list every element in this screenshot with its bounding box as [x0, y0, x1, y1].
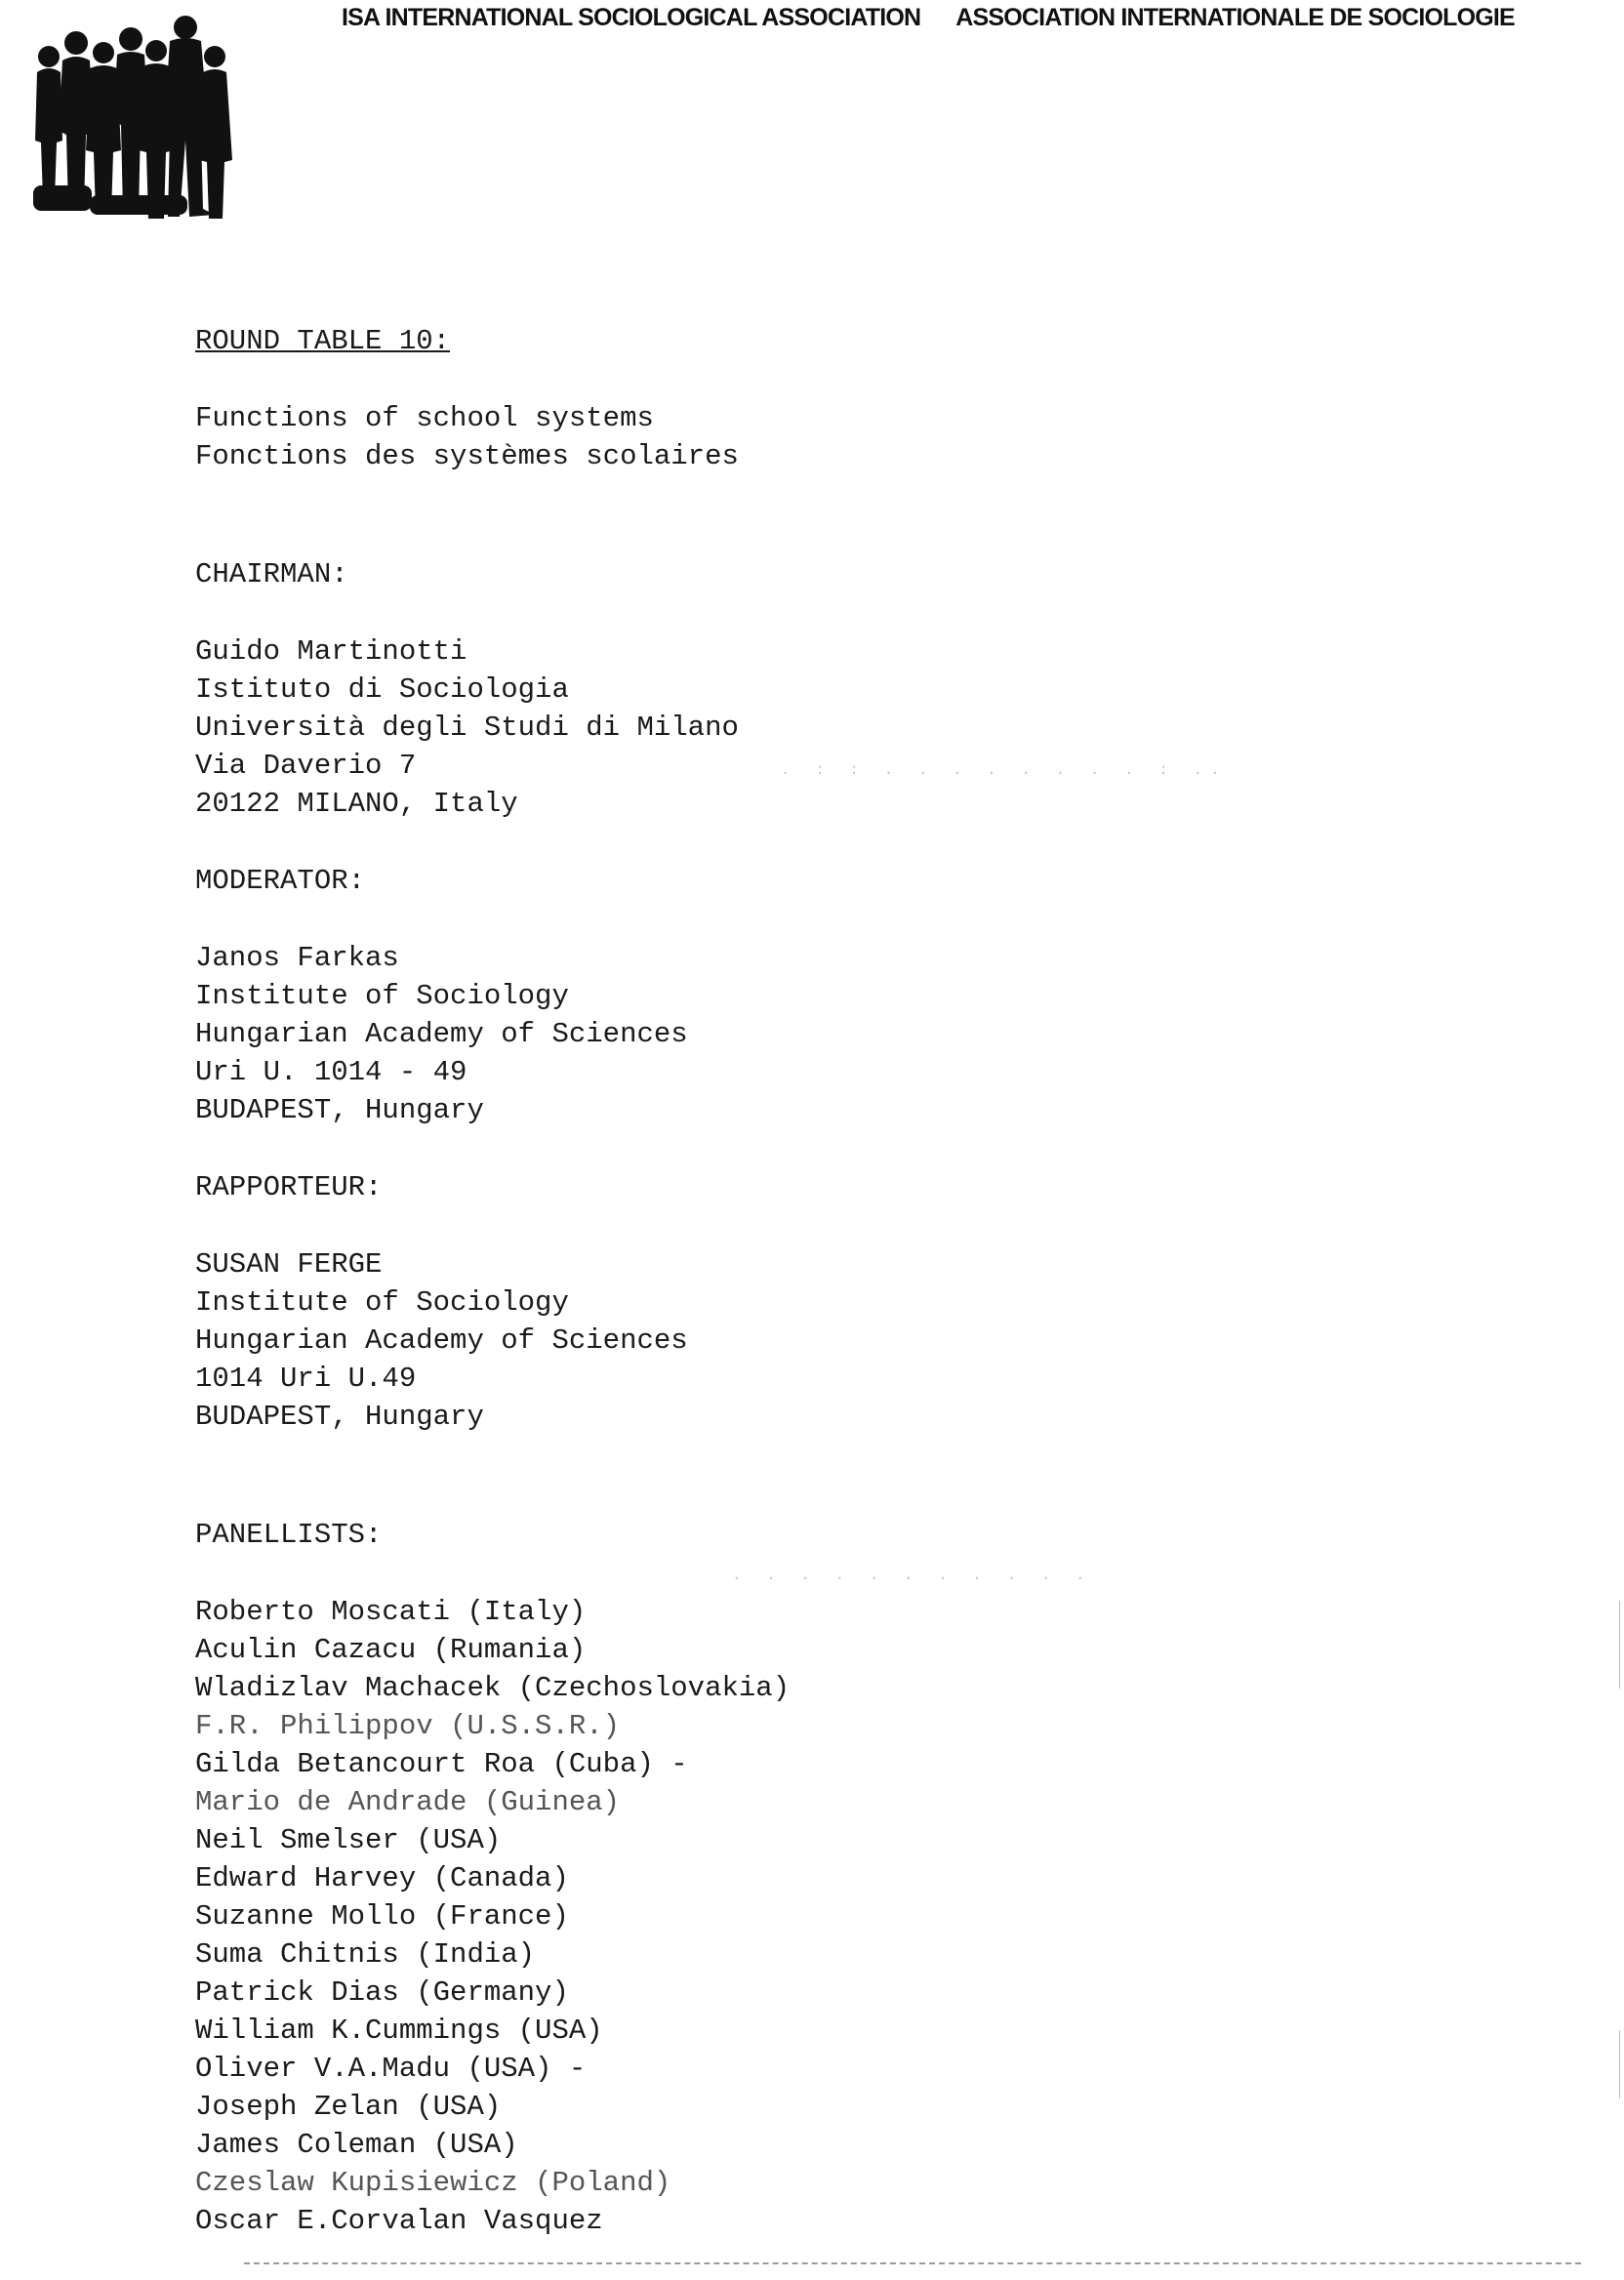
chairman-heading: CHAIRMAN: — [195, 558, 348, 590]
panellist-item: William K.Cummings (USA) — [195, 2015, 603, 2047]
round-table-heading: ROUND TABLE 10: — [195, 325, 451, 357]
panellist-item: Oscar E.Corvalan Vasquez — [195, 2205, 603, 2237]
panellist-item: Czeslaw Kupisiewicz (Poland) — [195, 2167, 671, 2199]
panellist-item: Suzanne Mollo (France) — [195, 1900, 569, 1933]
panellist-item: Suma Chitnis (India) — [195, 1938, 536, 1971]
rapporteur-city: BUDAPEST, Hungary — [195, 1401, 484, 1433]
panellist-item: Oliver V.A.Madu (USA) - — [195, 2053, 587, 2085]
moderator-name: Janos Farkas — [195, 942, 399, 974]
chairman-institute: Istituto di Sociologia — [195, 673, 569, 706]
panellist-item: Gilda Betancourt Roa (Cuba) - — [195, 1748, 688, 1780]
panellist-item: F.R. Philippov (U.S.S.R.) — [195, 1710, 621, 1742]
panellist-item: Joseph Zelan (USA) — [195, 2091, 502, 2123]
chairman-street: Via Daverio 7 — [195, 750, 417, 782]
people-silhouettes-icon — [33, 14, 267, 226]
panellist-item: Patrick Dias (Germany) — [195, 1976, 569, 2009]
moderator-academy: Hungarian Academy of Sciences — [195, 1018, 688, 1050]
rapporteur-street: 1014 Uri U.49 — [195, 1363, 417, 1395]
chairman-university: Università degli Studi di Milano — [195, 712, 739, 744]
moderator-institute: Institute of Sociology — [195, 980, 569, 1012]
chairman-name: Guido Martinotti — [195, 635, 467, 668]
panellist-item: Mario de Andrade (Guinea) — [195, 1786, 621, 1818]
panellist-item: Neil Smelser (USA) — [195, 1824, 502, 1856]
panellist-item: Aculin Cazacu (Rumania) — [195, 1634, 587, 1666]
document-body — [195, 322, 1269, 2240]
letterhead-french: ASSOCIATION INTERNATIONALE DE SOCIOLOGIE — [955, 4, 1515, 31]
scan-edge-mark — [1619, 1601, 1620, 1689]
rapporteur-name: SUSAN FERGE — [195, 1248, 383, 1281]
moderator-heading: MODERATOR: — [195, 865, 366, 897]
panellist-item: Roberto Moscati (Italy) — [195, 1596, 587, 1628]
panellist-item: Wladizlav Machacek (Czechoslovakia) — [195, 1672, 791, 1704]
moderator-city: BUDAPEST, Hungary — [195, 1094, 484, 1126]
rapporteur-academy: Hungarian Academy of Sciences — [195, 1324, 688, 1357]
moderator-street: Uri U. 1014 - 49 — [195, 1056, 467, 1088]
panellist-item: James Coleman (USA) — [195, 2129, 518, 2161]
rapporteur-institute: Institute of Sociology — [195, 1286, 569, 1319]
round-table-title-english: Functions of school systems — [195, 402, 654, 434]
letterhead-english: ISA INTERNATIONAL SOCIOLOGICAL ASSOCIATION — [342, 4, 921, 31]
scan-smudge: . . . . . . . . . . . — [732, 1567, 1093, 1584]
scan-smudge: . : : . . . . . . . . : .. — [781, 761, 1228, 779]
panellists-heading: PANELLISTS: — [195, 1519, 383, 1551]
bottom-rule — [244, 2262, 1581, 2264]
chairman-city: 20122 MILANO, Italy — [195, 788, 518, 820]
scan-edge-mark — [1619, 2030, 1620, 2098]
letterhead — [342, 4, 1610, 39]
panellist-item: Edward Harvey (Canada) — [195, 1862, 569, 1894]
rapporteur-heading: RAPPORTEUR: — [195, 1171, 383, 1203]
round-table-title-french: Fonctions des systèmes scolaires — [195, 440, 739, 472]
